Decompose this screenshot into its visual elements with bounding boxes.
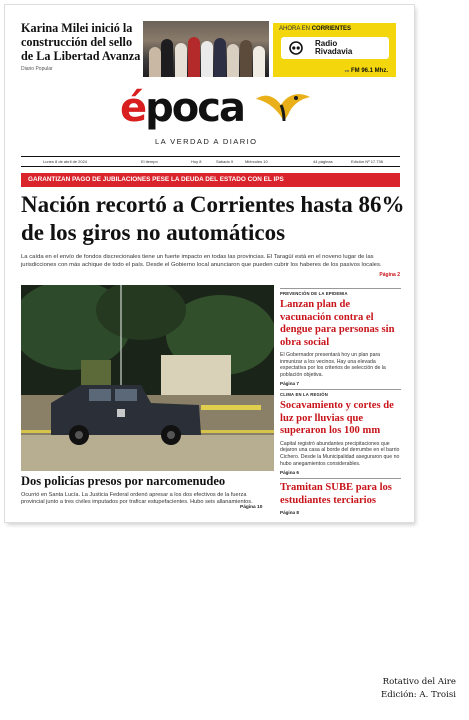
divider bbox=[280, 478, 401, 479]
promo-group-photo bbox=[143, 21, 269, 77]
edition-number: Edición Nº 17.736 bbox=[351, 159, 383, 164]
logo-wordmark: época bbox=[120, 85, 244, 131]
top-banner[interactable]: GARANTIZAN PAGO DE JUBILACIONES PESE LA DEUDA DEL ESTADO CON EL IPS bbox=[21, 173, 400, 187]
side-story-3-page: Página 8 bbox=[280, 510, 299, 516]
dateline-bar bbox=[21, 156, 400, 167]
main-lead: La caída en el envío de fondos discrecionales tiene un fuerte impacto en todas las provincias. El Taragüí está en el noveno lugar de las jurisdicciones con más achique de todo el país. Desde el Gobierno local anunciaron que pueden cubrir los haberes de los pasivos locales. bbox=[21, 254, 382, 268]
radio-name-line2: Rivadavia bbox=[315, 47, 353, 56]
side-story-2-title[interactable]: Socavamiento y cortes de luz por lluvias que superaron los 100 mm bbox=[280, 400, 394, 437]
side-story-1-page: Página 7 bbox=[280, 381, 299, 387]
promo-story-source: Diario Popular bbox=[21, 66, 53, 72]
side-story-1-title[interactable]: Lanzan plan de vacunación contra el dengue para personas sin obra social bbox=[280, 299, 395, 348]
police-truck-photo bbox=[21, 285, 274, 471]
weather-tomorrow: Sabado 9 bbox=[216, 159, 234, 164]
promo-story-title: Karina Milei inició la construcción del sello de La Libertad Avanza bbox=[21, 21, 141, 63]
newspaper-front-page bbox=[5, 5, 414, 522]
weather-day3: Miércoles 10 bbox=[245, 159, 268, 164]
radio-freq-prefix: en bbox=[344, 68, 350, 73]
side-story-3-title[interactable]: Tramitan SUBE para los estudiantes terciarios bbox=[280, 482, 392, 506]
side-story-2-text: Capital registró abundantes precipitaciones que dejaron una casa al borde del derrumbe en el barrio Cichero. Desde la Municipalidad aseguraron que no hubo anegamientos considerables. bbox=[280, 440, 400, 467]
side-story-2-kicker: CLIMA EN LA REGIÓN bbox=[280, 392, 328, 398]
police-story-page: Página 10 bbox=[240, 505, 263, 510]
main-headline[interactable]: Nación recortó a Corrientes hasta 86% de los giros no automáticos bbox=[21, 192, 405, 245]
epoca-logo[interactable] bbox=[120, 85, 310, 137]
night-scene-illustration bbox=[21, 285, 274, 471]
radio-rivadavia-ad[interactable] bbox=[273, 23, 396, 77]
side-column bbox=[280, 285, 401, 515]
radio-tag-city: CORRIENTES bbox=[311, 26, 352, 32]
weather-today: Hoy 8 bbox=[191, 159, 202, 164]
credit-line-2: Edición: A. Troisi bbox=[380, 689, 456, 700]
main-story-page: Página 2 bbox=[379, 272, 400, 278]
police-story-title[interactable]: Dos policías presos por narcomenudeo bbox=[21, 474, 226, 488]
credit-line-1: Rotativo del Aire bbox=[382, 677, 456, 687]
radio-frequency: FM 96.1 Mhz. bbox=[350, 68, 388, 74]
divider bbox=[280, 288, 401, 289]
divider bbox=[280, 389, 401, 390]
tagline: LA VERDAD A DIARIO bbox=[155, 137, 258, 146]
top-promo-bar bbox=[21, 21, 401, 83]
radio-logo-box bbox=[281, 37, 389, 59]
weather-label: El tiempo bbox=[141, 159, 158, 164]
bird-logo-icon bbox=[254, 91, 312, 123]
issue-date: Lunes 8 de abril de 2024 bbox=[43, 159, 88, 164]
side-story-1-kicker: PREVENCIÓN DE LA EPIDEMIA bbox=[280, 291, 348, 296]
masthead bbox=[5, 85, 414, 153]
police-story-text: Ocurrió en Santa Lucía. La Justicia Federal ordenó apresar a los dos efectivos de la fuerza provincial junto a tres civiles imputados por traficar estupefacientes. Hubo seis allanamientos. bbox=[21, 492, 253, 505]
radio-logo-icon bbox=[289, 41, 303, 55]
promo-story[interactable] bbox=[21, 21, 143, 83]
page-count: 44 páginas bbox=[313, 159, 333, 164]
side-story-1-text: El Gobernador presentará hoy un plan para inmunizar a los vecinos. Hay una elevada expectativa por los criterios de selección de la población objetiva. bbox=[280, 352, 386, 378]
radio-name-line1: Radio bbox=[315, 39, 338, 48]
credit-block bbox=[381, 676, 456, 701]
side-story-2-page: Página 6 bbox=[280, 470, 299, 476]
radio-tag-prefix: AHORA EN bbox=[279, 26, 311, 32]
